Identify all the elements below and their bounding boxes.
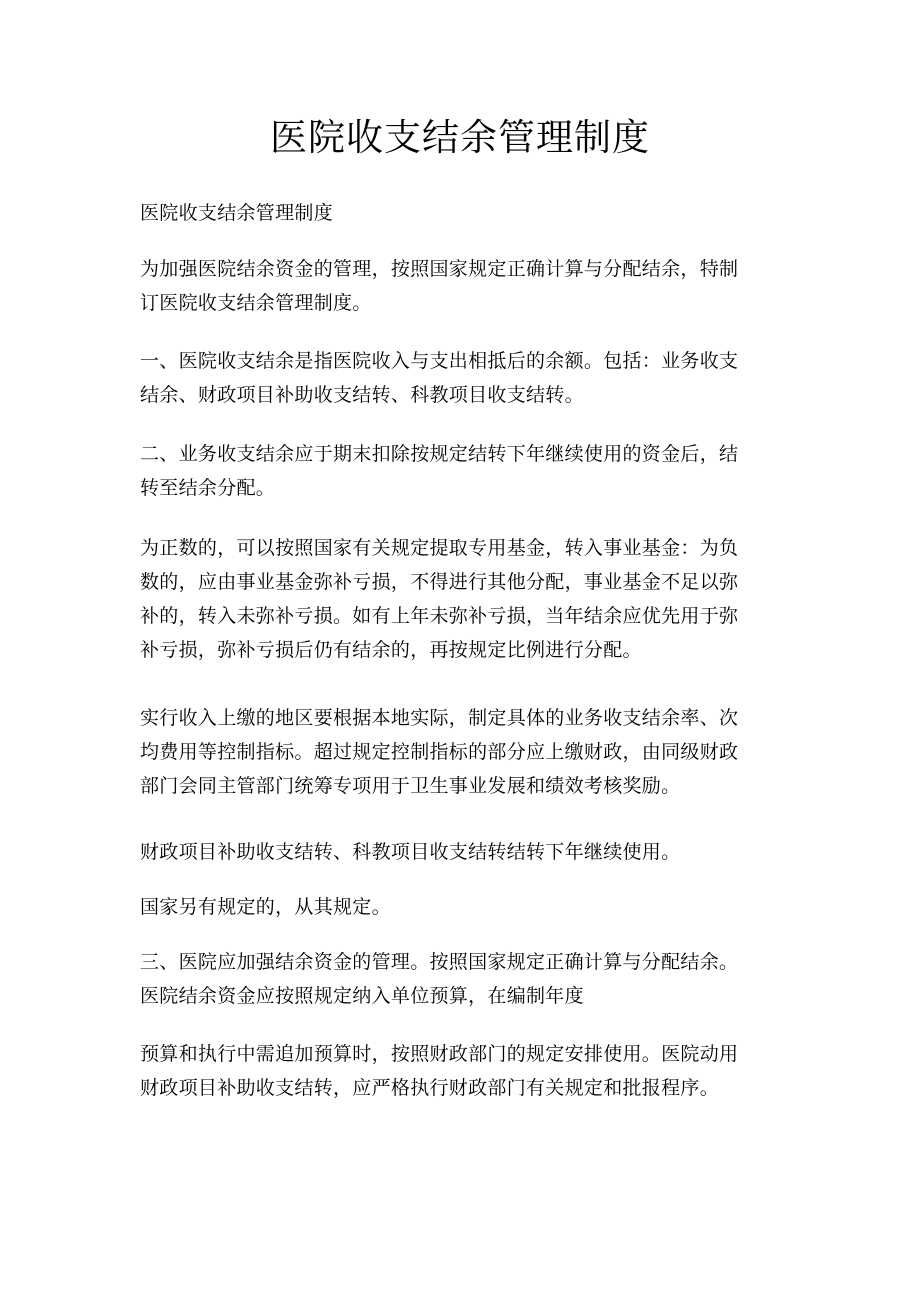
paragraph-section-1 [140,344,784,412]
paragraph-line: 为加强医院结余资金的管理，按照国家规定正确计算与分配结余，特制 [140,258,739,280]
paragraph-line: 预算和执行中需追加预算时，按照财政部门的规定安排使用。医院动用 [140,1043,739,1065]
paragraph-line: 医院收支结余管理制度 [140,202,334,224]
paragraph-line: 财政项目补助收支结转，应严格执行财政部门有关规定和批报程序。 [140,1077,720,1099]
paragraph-section-2 [140,437,784,505]
paragraph-carryover [140,835,784,869]
paragraph-other-rules [140,890,784,924]
paragraph-subtitle [140,196,784,230]
paragraph-line: 一、医院收支结余是指医院收入与支出相抵后的余额。包括：业务收支 [140,350,739,372]
paragraph-line: 三、医院应加强结余资金的管理。按照国家规定正确计算与分配结余。 [140,951,739,973]
document-title: 医院收支结余管理制度 [270,116,650,159]
paragraph-intro [140,252,784,320]
paragraph-line: 订医院收支结余管理制度。 [140,292,372,314]
paragraph-surplus-rules [140,531,784,667]
paragraph-line: 结余、财政项目补助收支结转、科教项目收支结转。 [140,384,584,406]
paragraph-line: 为正数的，可以按照国家有关规定提取专用基金，转入事业基金：为负 [140,537,739,559]
paragraph-line: 均费用等控制指标。超过规定控制指标的部分应上缴财政，由同级财政 [140,741,739,763]
paragraph-line: 转至结余分配。 [140,477,276,499]
paragraph-line: 补亏损，弥补亏损后仍有结余的，再按规定比例进行分配。 [140,639,642,661]
paragraph-line: 二、业务收支结余应于期末扣除按规定结转下年继续使用的资金后，结 [140,443,739,465]
paragraph-budget-usage [140,1037,784,1105]
paragraph-line: 财政项目补助收支结转、科教项目收支结转结转下年继续使用。 [140,841,681,863]
paragraph-section-3 [140,945,784,1013]
paragraph-line: 数的，应由事业基金弥补亏损，不得进行其他分配，事业基金不足以弥 [140,571,739,593]
paragraph-line: 实行收入上缴的地区要根据本地实际，制定具体的业务收支结余率、次 [140,707,739,729]
paragraph-line: 部门会同主管部门统筹专项用于卫生事业发展和绩效考核奖励。 [140,775,681,797]
paragraph-line: 医院结余资金应按照规定纳入单位预算，在编制年度 [140,985,584,1007]
paragraph-revenue-remittance [140,701,784,803]
paragraph-line: 国家另有规定的，从其规定。 [140,896,391,918]
paragraph-line: 补的，转入未弥补亏损。如有上年未弥补亏损，当年结余应优先用于弥 [140,605,739,627]
